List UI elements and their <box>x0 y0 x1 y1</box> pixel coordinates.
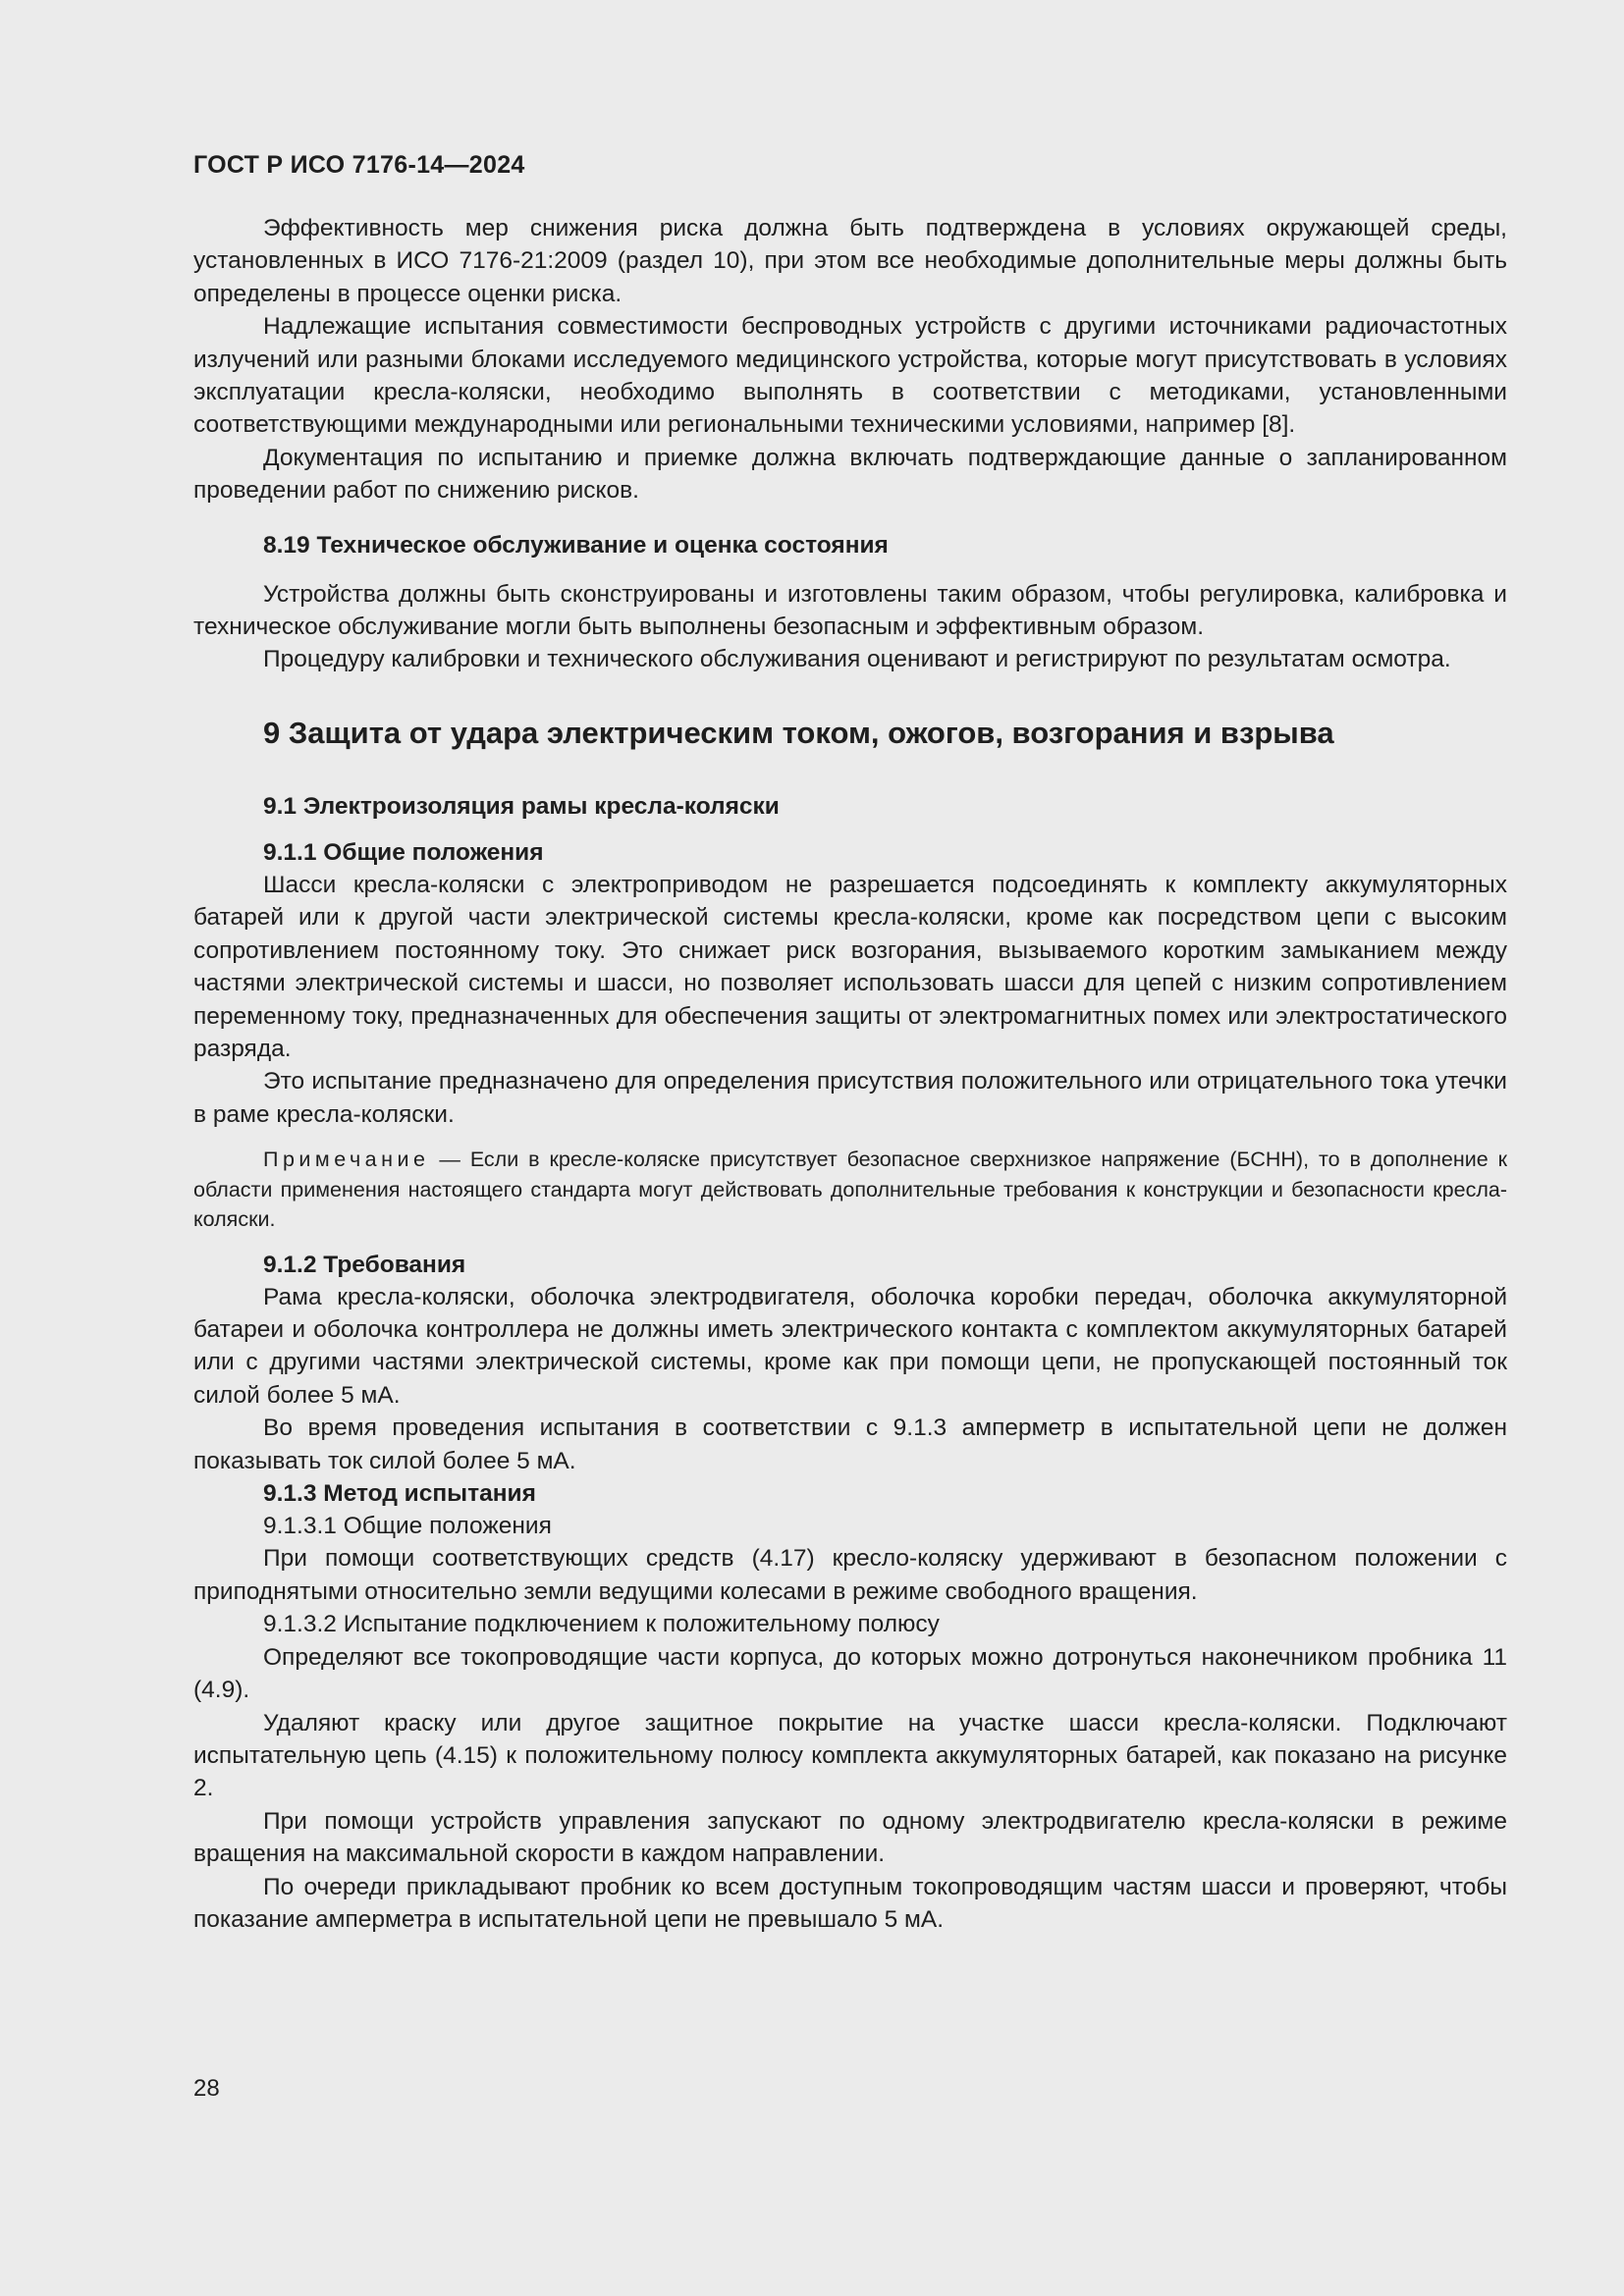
paragraph: При помощи соответствующих средств (4.17) кресло-коляску удерживают в безопасном положении с приподнятыми относительно земли ведущими колесами в режиме свободного вращения. <box>193 1545 1507 1605</box>
paragraph: Во время проведения испытания в соответствии с 9.1.3 амперметр в испытательной цепи не должен показывать ток силой более 5 мА. <box>193 1415 1507 1474</box>
note-dash: — <box>429 1148 470 1172</box>
paragraph: Это испытание предназначено для определения присутствия положительного или отрицательного тока утечки в раме кресла-коляски. <box>193 1068 1507 1128</box>
heading-8-19: 8.19 Техническое обслуживание и оценка состояния <box>263 531 889 559</box>
heading-9-1-1: 9.1.1 Общие положения <box>263 838 544 866</box>
paragraph: Надлежащие испытания совместимости беспроводных устройств с другими источниками радиочастотных излучений или разными блоками исследуемого медицинского устройства, которые могут присутствовать в условиях эксплуатации кресла-коляски, необходимо выполнять в соответствии с методиками, установленными соответствующими международными или региональными техническими условиями, например [8]. <box>193 313 1507 439</box>
heading-section-9: 9 Защита от удара электрическим током, ожогов, возгорания и взрыва <box>263 715 1334 750</box>
heading-9-1-3: 9.1.3 Метод испытания <box>263 1480 536 1508</box>
paragraph: При помощи устройств управления запускают по одному электродвигателю кресла-коляски в режиме вращения на максимальной скорости в каждом направлении. <box>193 1807 1507 1868</box>
paragraph: Определяют все токопроводящие части корпуса, до которых можно дотронуться наконечником пробника 11 (4.9). <box>193 1643 1507 1704</box>
note-label: Примечание <box>263 1148 430 1172</box>
page-number: 28 <box>193 2075 220 2102</box>
heading-9-1-3-2: 9.1.3.2 Испытание подключением к положительному полюсу <box>263 1611 940 1638</box>
heading-9-1-2: 9.1.2 Требования <box>263 1251 466 1278</box>
heading-9-1-3-1: 9.1.3.1 Общие положения <box>263 1513 552 1540</box>
paragraph: Устройства должны быть сконструированы и изготовлены таким образом, чтобы регулировка, калибровка и техническое обслуживание могли быть выполнены безопасным и эффективным образом. <box>193 580 1507 641</box>
note-text: Если в кресле-коляске присутствует безопасное сверхнизкое напряжение (БСНН), то в дополнение к области применения настоящего стандарта могут действовать дополнительные требования к конструкции и безопасности кресла-коляски. <box>193 1148 1507 1232</box>
paragraph: По очереди прикладывают пробник ко всем доступным токопроводящим частям шасси и проверяют, чтобы показание амперметра в испытательной цепи не превышало 5 мА. <box>193 1873 1507 1933</box>
paragraph: Эффективность мер снижения риска должна быть подтверждена в условиях окружающей среды, установленных в ИСО 7176-21:2009 (раздел 10), при этом все необходимые дополнительные меры должны быть определены в процессе оценки риска. <box>193 215 1507 307</box>
paragraph: Рама кресла-коляски, оболочка электродвигателя, оболочка коробки передач, оболочка аккумуляторной батареи и оболочка контроллера не должны иметь электрического контакта с комплектом аккумуляторных батарей или с другими частями электрической системы, кроме как при помощи цепи, не пропускающей постоянный ток силой более 5 мА. <box>193 1283 1507 1409</box>
document-code: ГОСТ Р ИСО 7176-14—2024 <box>193 151 525 179</box>
paragraph: Документация по испытанию и приемке должна включать подтверждающие данные о запланированном проведении работ по снижению рисков. <box>193 444 1507 505</box>
note <box>193 1145 1507 1235</box>
page-content <box>193 147 1507 1936</box>
paragraph: Шасси кресла-коляски с электроприводом не разрешается подсоединять к комплекту аккумуляторных батарей или к другой части электрической системы кресла-коляски, кроме как посредством цепи с высоким сопротивлением постоянному току. Это снижает риск возгорания, вызываемого коротким замыканием между частями электрической системы и шасси, но позволяет использовать шасси для цепей с низким сопротивлением переменному току, предназначенных для обеспечения защиты от электромагнитных помех или электростатического разряда. <box>193 871 1507 1062</box>
heading-9-1: 9.1 Электроизоляция рамы кресла-коляски <box>263 792 780 820</box>
paragraph: Процедуру калибровки и технического обслуживания оценивают и регистрируют по результатам осмотра. <box>263 646 1451 673</box>
paragraph: Удаляют краску или другое защитное покрытие на участке шасси кресла-коляски. Подключают испытательную цепь (4.15) к положительному полюсу комплекта аккумуляторных батарей, как показано на рисунке 2. <box>193 1709 1507 1802</box>
